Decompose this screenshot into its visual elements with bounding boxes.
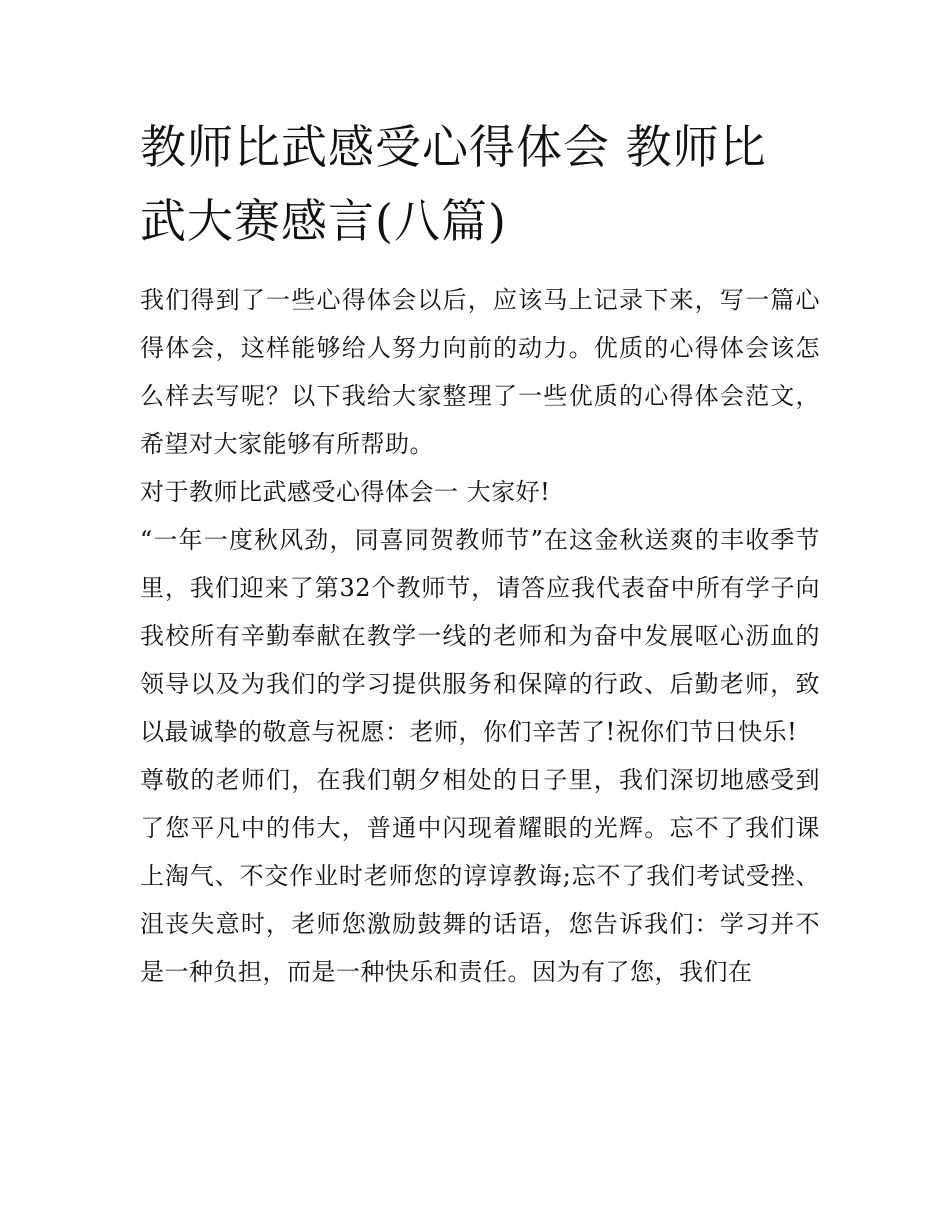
body-paragraph-gratitude: 尊敬的老师们，在我们朝夕相处的日子里，我们深切地感受到了您平凡中的伟大，普通中闪现着耀眼的光辉。忘不了我们课上淘气、不交作业时老师您的谆谆教诲;忘不了我们考试受挫、沮丧失意时，老师您激励鼓舞的话语，您告诉我们：学习并不是一种负担，而是一种快乐和责任。因为有了您，我们在 bbox=[140, 766, 820, 986]
intro-paragraph: 我们得到了一些心得体会以后，应该马上记录下来，写一篇心得体会，这样能够给人努力向前的动力。优质的心得体会该怎么样去写呢？以下我给大家整理了一些优质的心得体会范文，希望对大家能够有所帮助。 bbox=[140, 286, 820, 458]
body-paragraph-teachers-day: “一年一度秋风劲，同喜同贺教师节”在这金秋送爽的丰收季节里，我们迎来了第32个教师节，请答应我代表奋中所有学子向我校所有辛勤奉献在教学一线的老师和为奋中发展呕心沥血的领导以及为我们的学习提供服务和保障的行政、后勤老师，致以最诚挚的敬意与祝愿：老师，你们辛苦了!祝你们节日快乐! bbox=[140, 526, 820, 746]
document-title: 教师比武感受心得体会 教师比 武大赛感言(八篇) bbox=[140, 120, 767, 248]
section-heading-paragraph: 对于教师比武感受心得体会一 大家好! bbox=[140, 478, 551, 506]
document-body bbox=[140, 110, 820, 996]
